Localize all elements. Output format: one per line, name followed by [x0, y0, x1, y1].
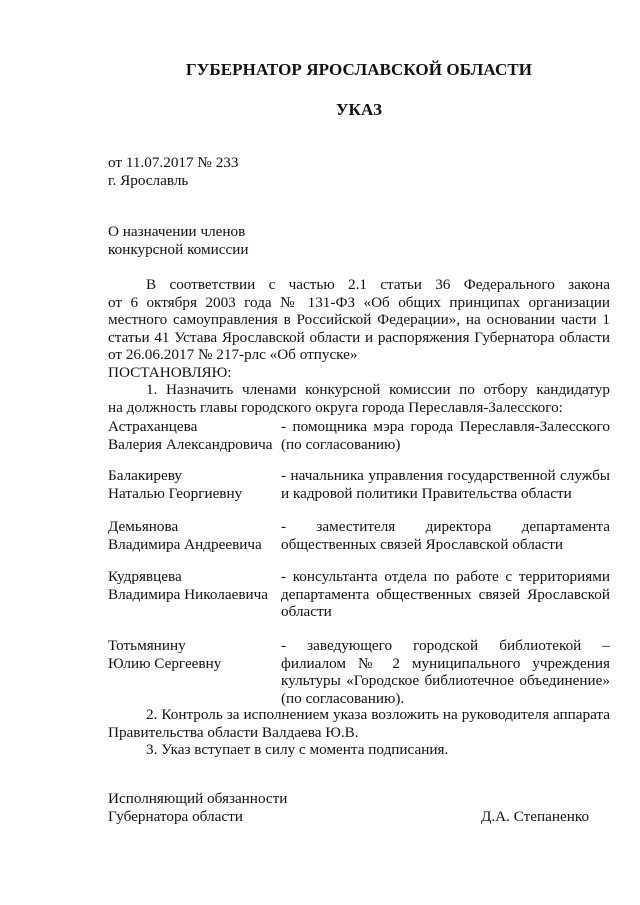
member-post: - начальника управления государственной службы и кадровой политики Правительства области	[281, 467, 610, 502]
item-2-line: 2. Контроль за исполнением указа возложить на руководителя аппарата	[146, 706, 610, 723]
authority-title: ГУБЕРНАТОР ЯРОСЛАВСКОЙ ОБЛАСТИ	[185, 60, 533, 79]
member-post: - консультанта отдела по работе с территориями департамента общественных связей Ярославской области	[281, 568, 610, 620]
closing-items	[108, 706, 610, 759]
member-post: - помощника мэра города Переславля-Залесского (по согласованию)	[281, 418, 610, 453]
decree-word: ПОСТАНОВЛЯЮ:	[108, 363, 232, 381]
document-subject	[108, 223, 610, 258]
preamble-line: В соответствии с частью 2.1 статьи 36 Федерального закона	[146, 276, 610, 293]
item-2-line: Правительства области Валдаева Ю.В.	[108, 723, 359, 741]
subject-line: О назначении членов	[108, 223, 246, 240]
preamble	[108, 276, 610, 416]
signatory-name: Д.А. Степаненко	[481, 808, 590, 825]
item-3-line: 3. Указ вступает в силу с момента подписания.	[146, 741, 449, 758]
preamble-line: статьи 41 Устава Ярославской области и распоряжения Губернатора области	[108, 328, 610, 346]
member-name: Кудрявцева Владимира Николаевича	[108, 568, 269, 603]
member-name: Астраханцева Валерия Александровича	[108, 418, 273, 453]
preamble-line: местного самоуправления в Российской Федерации», на основании части 1	[108, 311, 610, 328]
preamble-line: от 6 октября 2003 года № 131-ФЗ «Об общих принципах организации	[108, 293, 610, 311]
member-name: Тотьмянину Юлию Сергеевну	[108, 637, 222, 672]
city: г. Ярославль	[108, 171, 189, 189]
subject-line: конкурсной комиссии	[108, 240, 249, 258]
member-post: - заместителя директора департамента общественных связей Ярославской области	[281, 518, 610, 553]
document-type-title: УКАЗ	[335, 100, 383, 119]
signatory-role: Исполняющий обязанности Губернатора области	[108, 790, 288, 825]
preamble-line: от 26.06.2017 № 217-рлс «Об отпуске»	[108, 346, 358, 363]
item-1-line: на должность главы городского округа города Переславля-Залесского:	[108, 398, 563, 416]
date-number: от 11.07.2017 № 233	[108, 154, 239, 171]
item-1-line: 1. Назначить членами конкурсной комиссии по отбору кандидатур	[146, 381, 610, 398]
document-meta	[108, 154, 610, 189]
member-post: - заведующего городской библиотекой – филиалом № 2 муниципального учреждения культуры «Городское библиотечное объединение» (по согласованию).	[281, 637, 610, 707]
member-name: Демьянова Владимира Андреевича	[108, 518, 262, 553]
member-name: Балакиреву Наталью Георгиевну	[108, 467, 243, 502]
